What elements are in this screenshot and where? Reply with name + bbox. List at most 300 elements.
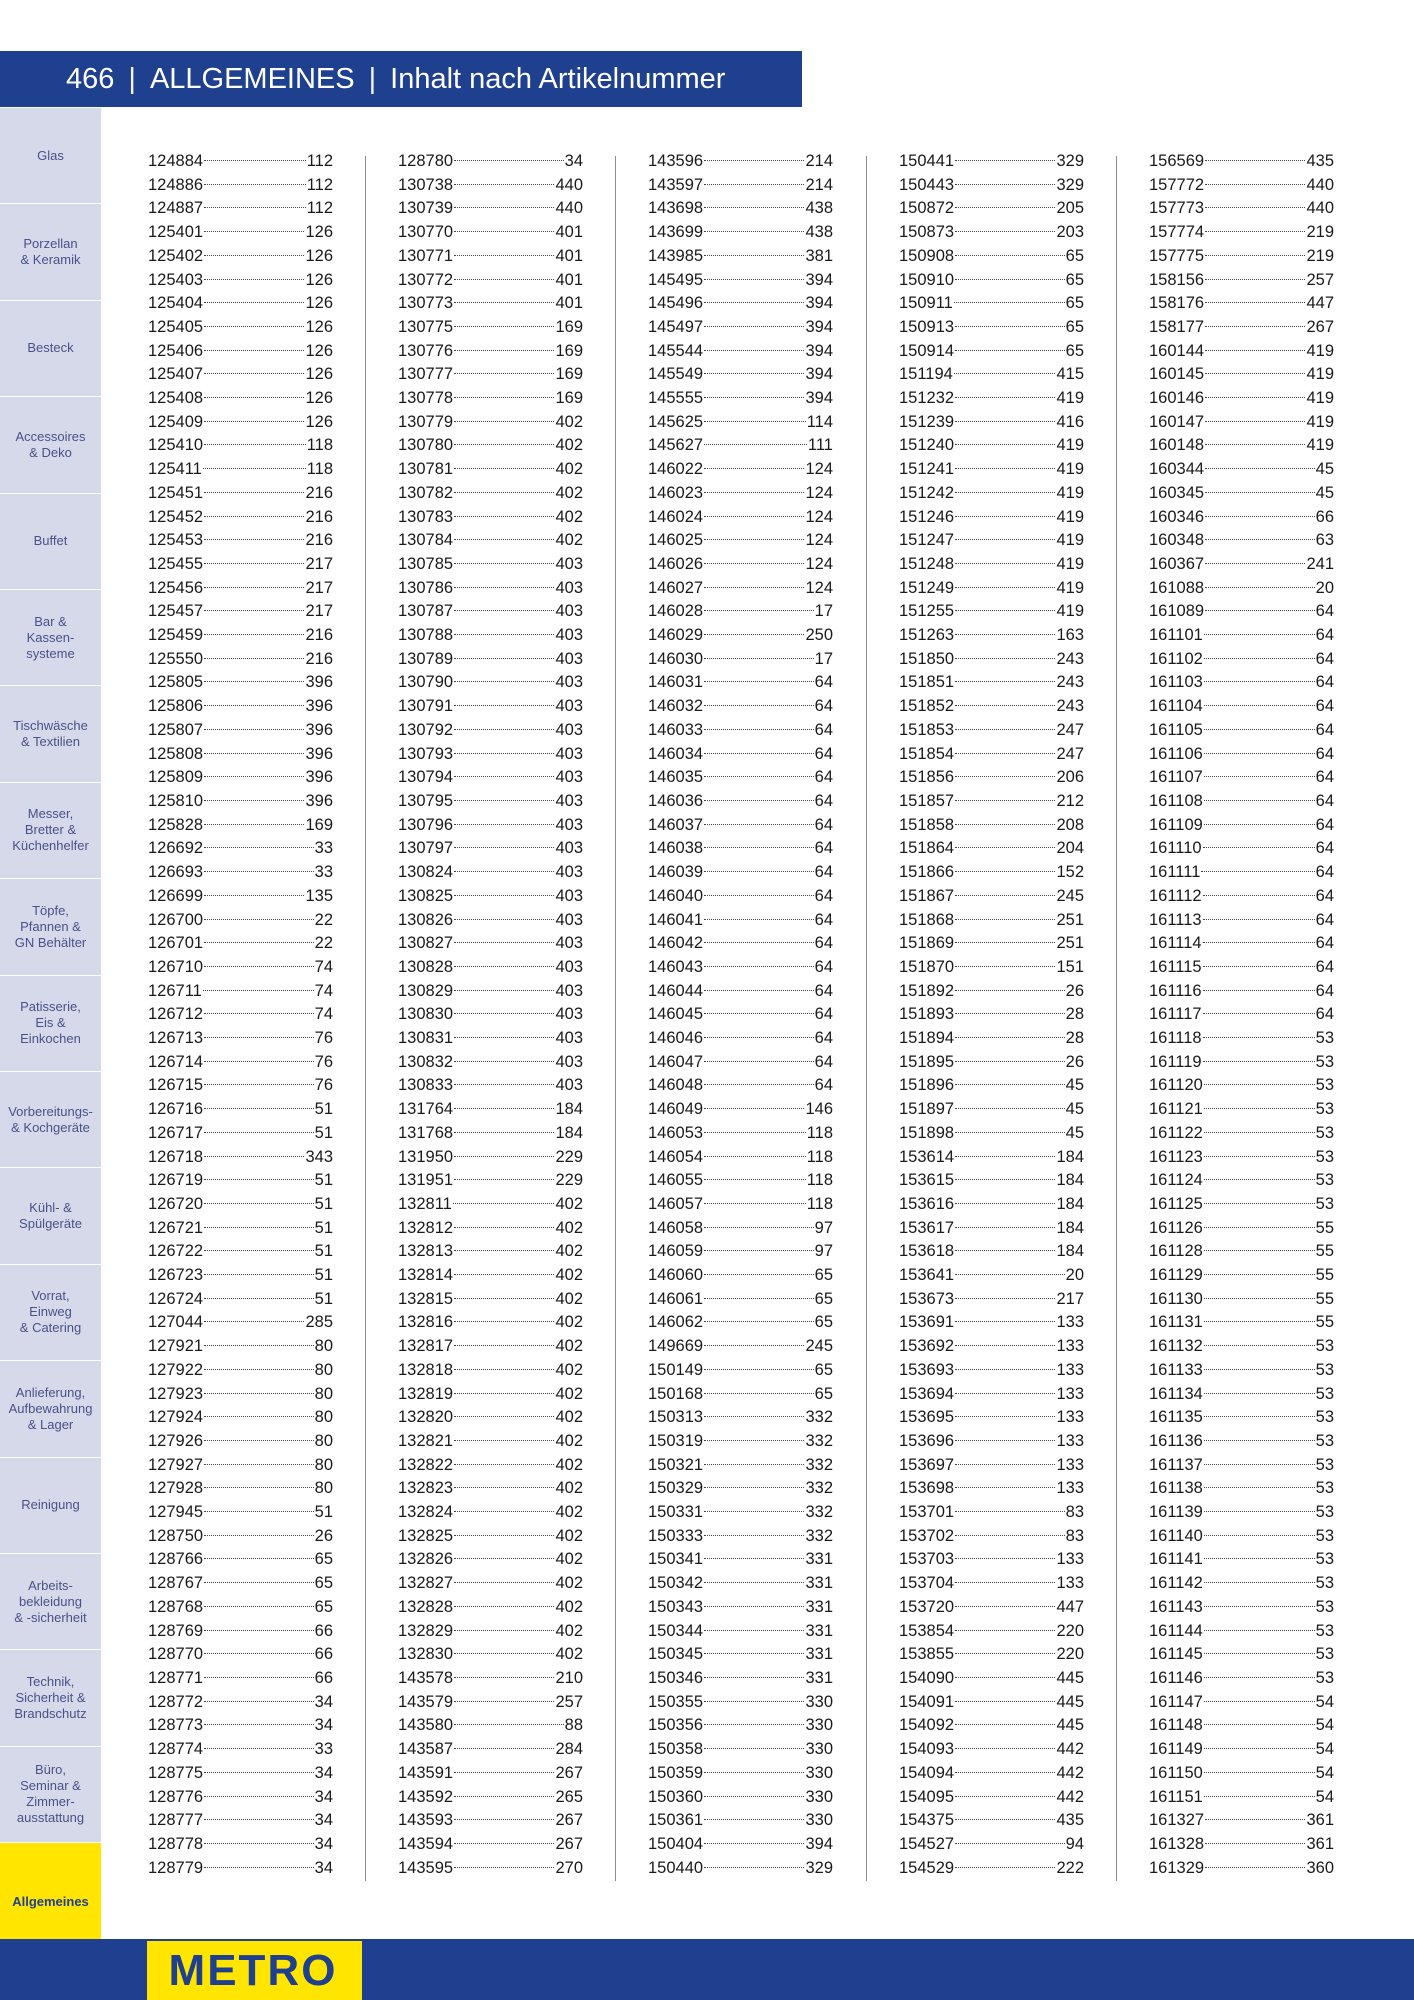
- index-row: [1149, 1738, 1334, 1762]
- article-number: 154095: [899, 1787, 955, 1806]
- index-row: [148, 1122, 333, 1146]
- index-row: [1149, 885, 1334, 909]
- page-reference: 329: [1056, 152, 1084, 170]
- page-reference: 331: [805, 1669, 833, 1687]
- article-number: 130771: [398, 246, 454, 265]
- dot-leader: [704, 160, 804, 161]
- dot-leader: [1203, 847, 1315, 848]
- page-reference: 402: [555, 1242, 583, 1261]
- dot-leader: [204, 1132, 314, 1133]
- page-reference: 34: [314, 1811, 333, 1830]
- page-reference: 243: [1056, 673, 1084, 692]
- dot-leader: [704, 563, 804, 564]
- page-reference: 210: [555, 1669, 583, 1687]
- page-reference: 401: [555, 294, 583, 313]
- dot-leader: [955, 444, 1055, 445]
- dot-leader: [704, 1701, 804, 1702]
- page-reference: 26: [1065, 1052, 1084, 1071]
- page-reference: 34: [314, 1834, 333, 1853]
- article-number: 146024: [648, 507, 704, 526]
- index-row: [398, 577, 583, 601]
- dot-leader: [955, 492, 1055, 493]
- index-row: [899, 553, 1084, 577]
- dot-leader: [1203, 919, 1315, 920]
- dot-leader: [955, 966, 1055, 967]
- article-number: 161088: [1149, 578, 1205, 597]
- dot-leader: [1204, 1298, 1315, 1299]
- index-row: [1149, 1714, 1334, 1738]
- index-row: [398, 458, 583, 482]
- sidebar-tab[interactable]: Bar & Kassen- systeme: [0, 590, 101, 686]
- sidebar-tab[interactable]: Reinigung: [0, 1458, 101, 1554]
- index-row: [899, 837, 1084, 861]
- dot-leader: [204, 1037, 314, 1038]
- dot-leader: [704, 895, 814, 896]
- dot-leader: [204, 1677, 314, 1678]
- page-reference: 331: [805, 1574, 833, 1593]
- page-reference: 64: [1315, 768, 1334, 787]
- sidebar-tab[interactable]: Buffet: [0, 494, 101, 590]
- page-reference: 17: [814, 602, 833, 621]
- index-row: [899, 340, 1084, 364]
- dot-leader: [454, 1084, 554, 1085]
- sidebar-tab[interactable]: Messer, Bretter & Küchenhelfer: [0, 783, 101, 879]
- dot-leader: [704, 705, 814, 706]
- dot-leader: [204, 207, 306, 208]
- dot-leader: [704, 1321, 814, 1322]
- article-number: 130824: [398, 863, 454, 882]
- dot-leader: [704, 1582, 804, 1583]
- page-reference: 80: [314, 1431, 333, 1450]
- dot-leader: [204, 1630, 314, 1631]
- dot-leader: [1204, 705, 1315, 706]
- index-row: [148, 1288, 333, 1312]
- page-title: Inhalt nach Artikelnummer: [390, 62, 726, 95]
- article-number: 143580: [398, 1716, 454, 1735]
- index-row: [648, 529, 833, 553]
- dot-leader: [704, 539, 804, 540]
- sidebar-tab[interactable]: Kühl- & Spülgeräte: [0, 1168, 101, 1264]
- page-reference: 396: [305, 791, 333, 810]
- index-row: [398, 1074, 583, 1098]
- page-reference: 402: [555, 531, 583, 550]
- article-number: 146060: [648, 1266, 704, 1285]
- index-row: [398, 648, 583, 672]
- page-reference: 402: [555, 436, 583, 455]
- index-row: [148, 245, 333, 269]
- page-reference: 53: [1315, 1384, 1334, 1403]
- article-number: 151869: [899, 934, 955, 953]
- dot-leader: [203, 468, 306, 469]
- index-row: [148, 1643, 333, 1667]
- article-number: 161129: [1149, 1266, 1203, 1285]
- page-reference: 394: [805, 1834, 833, 1853]
- index-row: [398, 1311, 583, 1335]
- page-reference: 55: [1315, 1289, 1334, 1308]
- index-row: [648, 1169, 833, 1193]
- sidebar-tab[interactable]: Accessoires & Deko: [0, 397, 101, 493]
- dot-leader: [1204, 1227, 1315, 1228]
- index-row: [648, 245, 833, 269]
- article-number: 153617: [899, 1218, 955, 1237]
- article-number: 161126: [1149, 1218, 1203, 1237]
- page-reference: 403: [555, 578, 583, 597]
- dot-leader: [955, 753, 1055, 754]
- dot-leader: [204, 563, 304, 564]
- index-row: [648, 1857, 833, 1881]
- index-row: [148, 150, 333, 174]
- article-number: 150440: [648, 1858, 704, 1877]
- page-reference: 270: [555, 1858, 583, 1877]
- dot-leader: [955, 1724, 1055, 1725]
- sidebar-tab[interactable]: Besteck: [0, 301, 101, 397]
- index-row: [899, 1691, 1084, 1715]
- dot-leader: [204, 753, 304, 754]
- article-number: 146042: [648, 934, 704, 953]
- dot-leader: [1204, 1440, 1315, 1441]
- page-reference: 53: [1315, 1479, 1334, 1498]
- page-reference: 402: [555, 1360, 583, 1379]
- dot-leader: [955, 397, 1055, 398]
- dot-leader: [204, 492, 304, 493]
- dot-leader: [454, 919, 554, 920]
- page-reference: 419: [1056, 554, 1084, 573]
- dot-leader: [704, 350, 804, 351]
- page-reference: 54: [1315, 1716, 1334, 1735]
- dot-leader: [955, 1677, 1055, 1678]
- article-number: 126712: [148, 1005, 204, 1024]
- page-reference: 169: [555, 317, 583, 336]
- index-row: [1149, 292, 1334, 316]
- index-row: [398, 1406, 583, 1430]
- page-reference: 64: [814, 673, 833, 692]
- page-reference: 220: [1056, 1645, 1084, 1664]
- dot-leader: [704, 1653, 804, 1654]
- article-number: 125411: [148, 460, 202, 479]
- article-number: 132826: [398, 1550, 454, 1569]
- dot-leader: [454, 1274, 554, 1275]
- dot-leader: [204, 919, 314, 920]
- article-number: 130777: [398, 365, 454, 384]
- sidebar-tab[interactable]: Vorrat, Einweg & Catering: [0, 1265, 101, 1361]
- dot-leader: [1204, 1416, 1315, 1417]
- dot-leader: [204, 1203, 314, 1204]
- index-row: [648, 1027, 833, 1051]
- index-row: [648, 197, 833, 221]
- dot-leader: [454, 1558, 554, 1559]
- page-reference: 403: [555, 768, 583, 787]
- page-reference: 402: [555, 1337, 583, 1356]
- page-reference: 285: [305, 1313, 333, 1332]
- index-row: [1149, 340, 1334, 364]
- article-number: 130770: [398, 223, 454, 242]
- index-row: [899, 1359, 1084, 1383]
- article-number: 161125: [1149, 1194, 1203, 1213]
- index-row: [148, 1501, 333, 1525]
- index-row: [148, 1311, 333, 1335]
- page-reference: 447: [1306, 294, 1334, 313]
- index-row: [1149, 1383, 1334, 1407]
- article-number: 150321: [648, 1455, 704, 1474]
- page-reference: 216: [305, 531, 333, 550]
- dot-leader: [204, 1061, 314, 1062]
- dot-leader: [204, 1440, 314, 1441]
- page-reference: 45: [1315, 483, 1334, 502]
- index-row: [398, 1596, 583, 1620]
- page-reference: 114: [806, 412, 833, 431]
- dot-leader: [955, 658, 1055, 659]
- dot-leader: [454, 681, 554, 682]
- sidebar-tab[interactable]: Büro, Seminar & Zimmer- ausstattung: [0, 1747, 101, 1843]
- dot-leader: [454, 942, 554, 943]
- dot-leader: [955, 1535, 1065, 1536]
- page-reference: 442: [1056, 1787, 1084, 1806]
- index-row: [148, 174, 333, 198]
- dot-leader: [1205, 302, 1305, 303]
- dot-leader: [704, 966, 814, 967]
- index-row: [1149, 1051, 1334, 1075]
- index-row: [899, 671, 1084, 695]
- index-row: [648, 1809, 833, 1833]
- index-row: [1149, 1596, 1334, 1620]
- dot-leader: [454, 800, 554, 801]
- page-reference: 247: [1056, 744, 1084, 763]
- dot-leader: [955, 990, 1065, 991]
- article-number: 146047: [648, 1052, 704, 1071]
- page-reference: 152: [1056, 863, 1084, 882]
- index-row: [648, 577, 833, 601]
- dot-leader: [204, 1558, 314, 1559]
- article-number: 161148: [1149, 1716, 1203, 1735]
- page-reference: 394: [805, 389, 833, 408]
- dot-leader: [1201, 871, 1314, 872]
- article-number: 150329: [648, 1479, 704, 1498]
- article-number: 126717: [148, 1123, 204, 1142]
- article-number: 126719: [148, 1171, 204, 1190]
- article-number: 128773: [148, 1716, 204, 1735]
- dot-leader: [454, 1416, 554, 1417]
- article-number: 153691: [899, 1313, 955, 1332]
- index-row: [398, 1122, 583, 1146]
- article-number: 161101: [1149, 626, 1203, 645]
- page-reference: 243: [1056, 649, 1084, 668]
- index-row: [648, 269, 833, 293]
- article-number: 150344: [648, 1621, 704, 1640]
- article-number: 154093: [899, 1740, 955, 1759]
- article-number: 130830: [398, 1005, 454, 1024]
- index-row: [648, 1454, 833, 1478]
- sidebar-tab[interactable]: Allgemeines: [0, 1843, 101, 1960]
- page-reference: 219: [1306, 246, 1334, 265]
- index-row: [899, 1572, 1084, 1596]
- article-number: 161089: [1149, 602, 1205, 621]
- dot-leader: [1205, 587, 1315, 588]
- sidebar-tab[interactable]: Technik, Sicherheit & Brandschutz: [0, 1650, 101, 1746]
- dot-leader: [454, 658, 554, 659]
- dot-leader: [454, 1630, 554, 1631]
- page-reference: 65: [814, 1384, 833, 1403]
- page-reference: 403: [555, 744, 583, 763]
- article-number: 132825: [398, 1526, 454, 1545]
- index-row: [398, 600, 583, 624]
- dot-leader: [704, 1298, 814, 1299]
- dot-leader: [955, 279, 1065, 280]
- index-row: [398, 1098, 583, 1122]
- index-row: [648, 1501, 833, 1525]
- sidebar-tab[interactable]: Patisserie, Eis & Einkochen: [0, 976, 101, 1072]
- page-reference: 169: [555, 365, 583, 384]
- dot-leader: [204, 634, 304, 635]
- article-number: 130833: [398, 1076, 454, 1095]
- page-reference: 331: [805, 1597, 833, 1616]
- article-number: 154375: [899, 1811, 955, 1830]
- article-number: 158156: [1149, 270, 1205, 289]
- index-row: [899, 1193, 1084, 1217]
- article-number: 150345: [648, 1645, 704, 1664]
- dot-leader: [955, 824, 1055, 825]
- dot-leader: [704, 776, 814, 777]
- page-reference: 64: [814, 981, 833, 1000]
- article-number: 153854: [899, 1621, 955, 1640]
- sidebar-tab[interactable]: Töpfe, Pfannen & GN Behälter: [0, 879, 101, 975]
- article-number: 125806: [148, 697, 204, 716]
- page-reference: 83: [1065, 1503, 1084, 1522]
- page-reference: 64: [1315, 910, 1334, 929]
- page-reference: 64: [814, 1005, 833, 1024]
- article-number: 150360: [648, 1787, 704, 1806]
- article-number: 161114: [1149, 934, 1202, 953]
- dot-leader: [454, 1298, 554, 1299]
- page-reference: 133: [1056, 1384, 1084, 1403]
- page-reference: 118: [806, 1147, 833, 1166]
- dot-leader: [955, 1132, 1065, 1133]
- page-reference: 332: [805, 1503, 833, 1522]
- page-reference: 402: [555, 1455, 583, 1474]
- index-row: [148, 1620, 333, 1644]
- page-reference: 331: [805, 1621, 833, 1640]
- page-reference: 65: [1065, 246, 1084, 265]
- index-row: [398, 980, 583, 1004]
- index-row: [899, 292, 1084, 316]
- page-reference: 64: [814, 815, 833, 834]
- article-number: 146045: [648, 1005, 704, 1024]
- article-number: 150873: [899, 223, 955, 242]
- page-reference: 80: [314, 1337, 333, 1356]
- page-reference: 51: [314, 1171, 333, 1190]
- sidebar-tab[interactable]: Anlieferung, Aufbewahrung & Lager: [0, 1361, 101, 1457]
- sidebar-tab[interactable]: Porzellan & Keramik: [0, 204, 101, 300]
- dot-leader: [704, 1132, 806, 1133]
- article-number: 132818: [398, 1360, 454, 1379]
- page-reference: 133: [1056, 1431, 1084, 1450]
- dot-leader: [1204, 1511, 1315, 1512]
- article-number: 146028: [648, 602, 704, 621]
- index-row: [899, 1169, 1084, 1193]
- page-reference: 64: [1315, 626, 1334, 645]
- dot-leader: [1204, 1724, 1315, 1725]
- index-row: [148, 1383, 333, 1407]
- index-row: [1149, 1027, 1334, 1051]
- dot-leader: [704, 1796, 804, 1797]
- dot-leader: [704, 1061, 814, 1062]
- dot-leader: [1204, 800, 1315, 801]
- article-number: 126713: [148, 1029, 204, 1048]
- index-row: [398, 1288, 583, 1312]
- index-row: [1149, 743, 1334, 767]
- index-row: [899, 1525, 1084, 1549]
- article-number: 151263: [899, 626, 955, 645]
- index-row: [398, 411, 583, 435]
- sidebar-tab[interactable]: Tischwäsche & Textilien: [0, 686, 101, 782]
- dot-leader: [955, 516, 1055, 517]
- article-number: 127044: [148, 1313, 204, 1332]
- index-row: [1149, 1667, 1334, 1691]
- index-row: [1149, 671, 1334, 695]
- page-reference: 332: [805, 1408, 833, 1427]
- page-reference: 63: [1315, 531, 1334, 550]
- index-row: [398, 174, 583, 198]
- index-row: [899, 363, 1084, 387]
- dot-leader: [454, 1867, 554, 1868]
- dot-leader: [955, 1606, 1055, 1607]
- article-number: 150346: [648, 1669, 704, 1687]
- sidebar-tab[interactable]: Arbeits- bekleidung & -sicherheit: [0, 1554, 101, 1650]
- dot-leader: [204, 681, 304, 682]
- article-number: 146035: [648, 768, 704, 787]
- page-reference: 126: [305, 317, 333, 336]
- index-row: [398, 1359, 583, 1383]
- article-number: 132819: [398, 1384, 454, 1403]
- index-row: [899, 1335, 1084, 1359]
- dot-leader: [1204, 1772, 1315, 1773]
- page-reference: 80: [314, 1384, 333, 1403]
- index-row: [148, 482, 333, 506]
- page-reference: 216: [305, 483, 333, 502]
- article-number: 161146: [1149, 1669, 1203, 1687]
- article-number: 150356: [648, 1716, 704, 1735]
- index-row: [1149, 1857, 1334, 1881]
- page-reference: 22: [314, 934, 333, 953]
- article-number: 146025: [648, 531, 704, 550]
- page-reference: 229: [555, 1171, 583, 1190]
- index-row: [1149, 956, 1334, 980]
- article-number: 132828: [398, 1597, 454, 1616]
- index-row: [899, 269, 1084, 293]
- page-reference: 54: [1315, 1787, 1334, 1806]
- page-reference: 206: [1056, 768, 1084, 787]
- article-number: 128771: [148, 1669, 204, 1687]
- dot-leader: [955, 1416, 1055, 1417]
- dot-leader: [704, 1274, 814, 1275]
- article-number: 130795: [398, 791, 454, 810]
- page-reference: 65: [1065, 294, 1084, 313]
- index-row: [648, 1074, 833, 1098]
- page-reference: 124: [805, 507, 833, 526]
- dot-leader: [454, 1748, 554, 1749]
- page-reference: 419: [1056, 436, 1084, 455]
- dot-leader: [204, 705, 304, 706]
- dot-leader: [454, 1606, 554, 1607]
- sidebar-tab[interactable]: Glas: [0, 108, 101, 204]
- sidebar-tab[interactable]: Vorbereitungs- & Kochgeräte: [0, 1072, 101, 1168]
- dot-leader: [204, 539, 304, 540]
- dot-leader: [1204, 776, 1315, 777]
- index-row: [1149, 814, 1334, 838]
- index-row: [648, 458, 833, 482]
- dot-leader: [454, 1724, 564, 1725]
- index-row: [148, 1098, 333, 1122]
- page-reference: 331: [805, 1645, 833, 1664]
